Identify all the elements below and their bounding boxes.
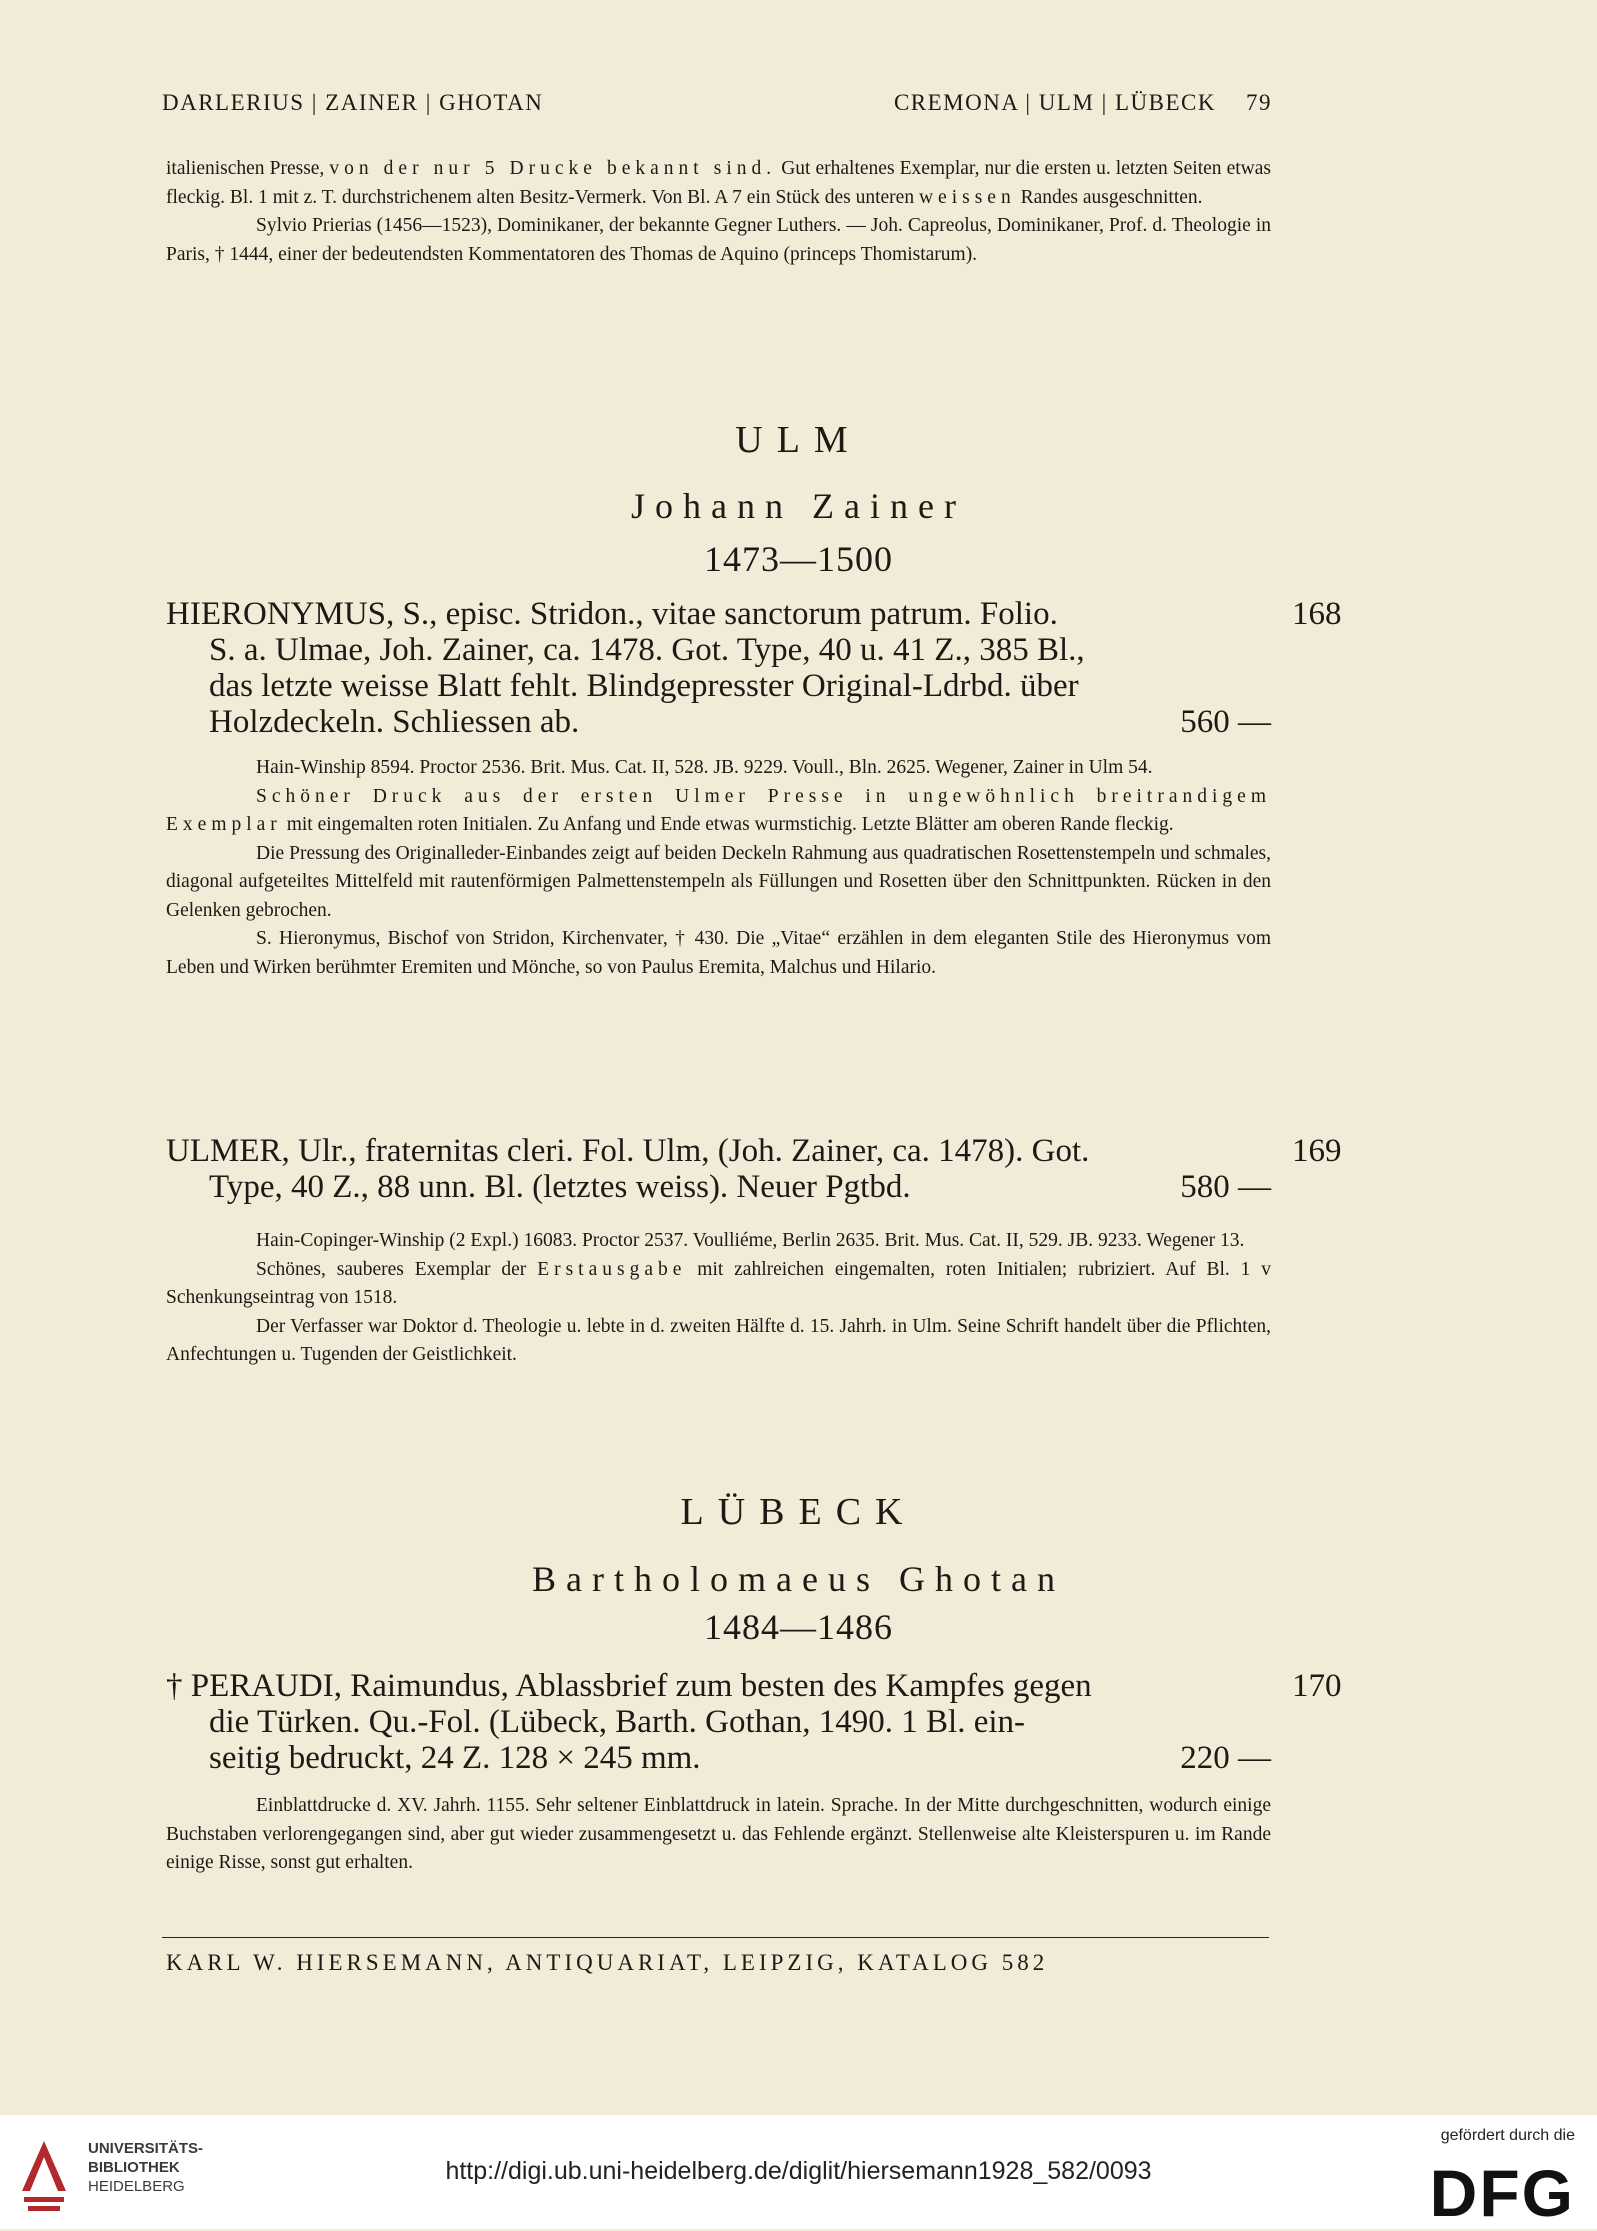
entry-168-notes: Hain-Winship 8594. Proctor 2536. Brit. Mus. Cat. II, 528. JB. 9229. Voull., Bln. 2625. Wegener, Zainer in Ulm 54. Schöner Druck aus der ersten Ulmer Presse in ungewöhnlich breitrandigem Exemplar mit eingemalten roten Initialen. Zu Anfang und Ende etwas wurmstichig. Letzte Blätter am oberen Rande fleckig. Die Pressung des Originalleder-Einbandes zeigt auf beiden Deckeln Rahmung aus quadratischen Rosettenstempeln und schmales, diagonal aufgeteiltes Mittelfeld mit rautenförmigen Palmettenstempeln als Füllungen und Rosetten über den Schnittpunkten. Rücken in den Gelenken gebrochen. S. Hieronymus, Bischof von Stridon, Kirchenvater, † 430. Die „Vitae“ erzählen in dem eleganten Stile des Hieronymus vom Leben und Wirken berühmter Eremiten und Mönche, so von Paulus Eremita, Malchus und Hilario. xyxy=(166,757,1271,978)
header-right: CREMONA | ULM | LÜBECK 79 xyxy=(893,90,1272,115)
publisher-footer: KARL W. HIERSEMANN, ANTIQUARIAT, LEIPZIG, KATALOG 582 xyxy=(166,1950,1049,1975)
lot-number-168: 168 xyxy=(1292,596,1342,632)
header-left: DARLERIUS | ZAINER | GHOTAN xyxy=(162,90,544,115)
section-city-ulm: ULM xyxy=(735,419,862,461)
section-city-luebeck: LÜBECK xyxy=(680,1491,917,1533)
lot-number-170: 170 xyxy=(1292,1668,1342,1704)
library-name: UNIVERSITÄTS- BIBLIOTHEK HEIDELBERG xyxy=(88,2140,204,2195)
entry-170: † PERAUDI, Raimundus, Ablassbrief zum besten des Kampfes gegen die Türken. Qu.-Fol. (Lübeck, Barth. Gothan, 1490. 1 Bl. ein- seitig bedruckt, 24 Z. 128 × 245 mm. 220 — xyxy=(166,1668,1271,1776)
printer-years-ghotan: 1484—1486 xyxy=(704,1607,893,1647)
printer-name-ghotan: Bartholomaeus Ghotan xyxy=(532,1559,1065,1599)
price-169: 580 — xyxy=(1180,1169,1271,1205)
page-number: 79 xyxy=(1246,90,1272,115)
printer-name-zainer: Johann Zainer xyxy=(631,486,966,526)
intro-notes xyxy=(166,155,1271,269)
entry-169: ULMER, Ulr., fraternitas cleri. Fol. Ulm, (Joh. Zainer, ca. 1478). Got. Type, 40 Z., 88 unn. Bl. (letztes weiss). Neuer Pgtbd. 580 — xyxy=(166,1133,1271,1205)
funded-by-label: gefördert durch die xyxy=(1440,2127,1575,2144)
price-170: 220 — xyxy=(1180,1740,1271,1776)
price-168: 560 — xyxy=(1180,704,1271,740)
permalink-url[interactable]: http://digi.ub.uni-heidelberg.de/diglit/hiersemann1928_582/0093 xyxy=(445,2157,1152,2185)
footer-rule xyxy=(162,1937,1269,1938)
entry-170-notes: Einblattdrucke d. XV. Jahrh. 1155. Sehr seltener Einblattdruck in latein. Sprache. In der Mitte durchgeschnitten, wodurch einige Buchstaben verlorengegangen sind, aber gut wieder zusammengesetzt u. das Fehlende ergänzt. Stellenweise alte Kleisterspuren u. im Rande einige Risse, sonst gut erhalten. xyxy=(166,1795,1271,1873)
dfg-logo: DFG xyxy=(1429,2156,1575,2230)
digitization-bar xyxy=(0,2115,1597,2229)
intro-paragraph-2: Sylvio Prierias (1456—1523), Dominikaner, der bekannte Gegner Luthers. — Joh. Capreolus, Dominikaner, Prof. d. Theologie in Paris, † 1444, einer der bedeutendsten Kommentatoren des Thomas de Aquino (princeps Thomistarum). xyxy=(166,215,1271,265)
intro-paragraph-1: italienischen Presse, von der nur 5 Drucke bekannt sind. Gut erhaltenes Exemplar, nur die ersten u. letzten Seiten etwas fleckig. Bl. 1 mit z. T. durchstrichenem alten Besitz-Vermerk. Von Bl. A 7 ein Stück des unteren weissen Randes ausgeschnitten. xyxy=(166,158,1272,208)
lot-number-169: 169 xyxy=(1292,1133,1342,1169)
entry-169-notes: Hain-Copinger-Winship (2 Expl.) 16083. Proctor 2537. Voulliéme, Berlin 2635. Brit. Mus. Cat. II, 529. JB. 9233. Wegener 13. Schönes, sauberes Exemplar der Erstausgabe mit zahlreichen eingemalten, roten Initialen; rubriziert. Auf Bl. 1 v Schenkungseintrag von 1518. Der Verfasser war Doktor d. Theologie u. lebte in d. zweiten Hälfte d. 15. Jahrh. in Ulm. Seine Schrift handelt über die Pflichten, Anfechtungen u. Tugenden der Geistlichkeit. xyxy=(166,1230,1272,1365)
printer-years-zainer: 1473—1500 xyxy=(704,539,893,579)
entry-168: HIERONYMUS, S., episc. Stridon., vitae sanctorum patrum. Folio. S. a. Ulmae, Joh. Zainer, ca. 1478. Got. Type, 40 u. 41 Z., 385 Bl., das letzte weisse Blatt fehlt. Blindgepresster Original-Ldrbd. über Holzdeckeln. Schliessen ab. 560 — xyxy=(166,596,1271,740)
